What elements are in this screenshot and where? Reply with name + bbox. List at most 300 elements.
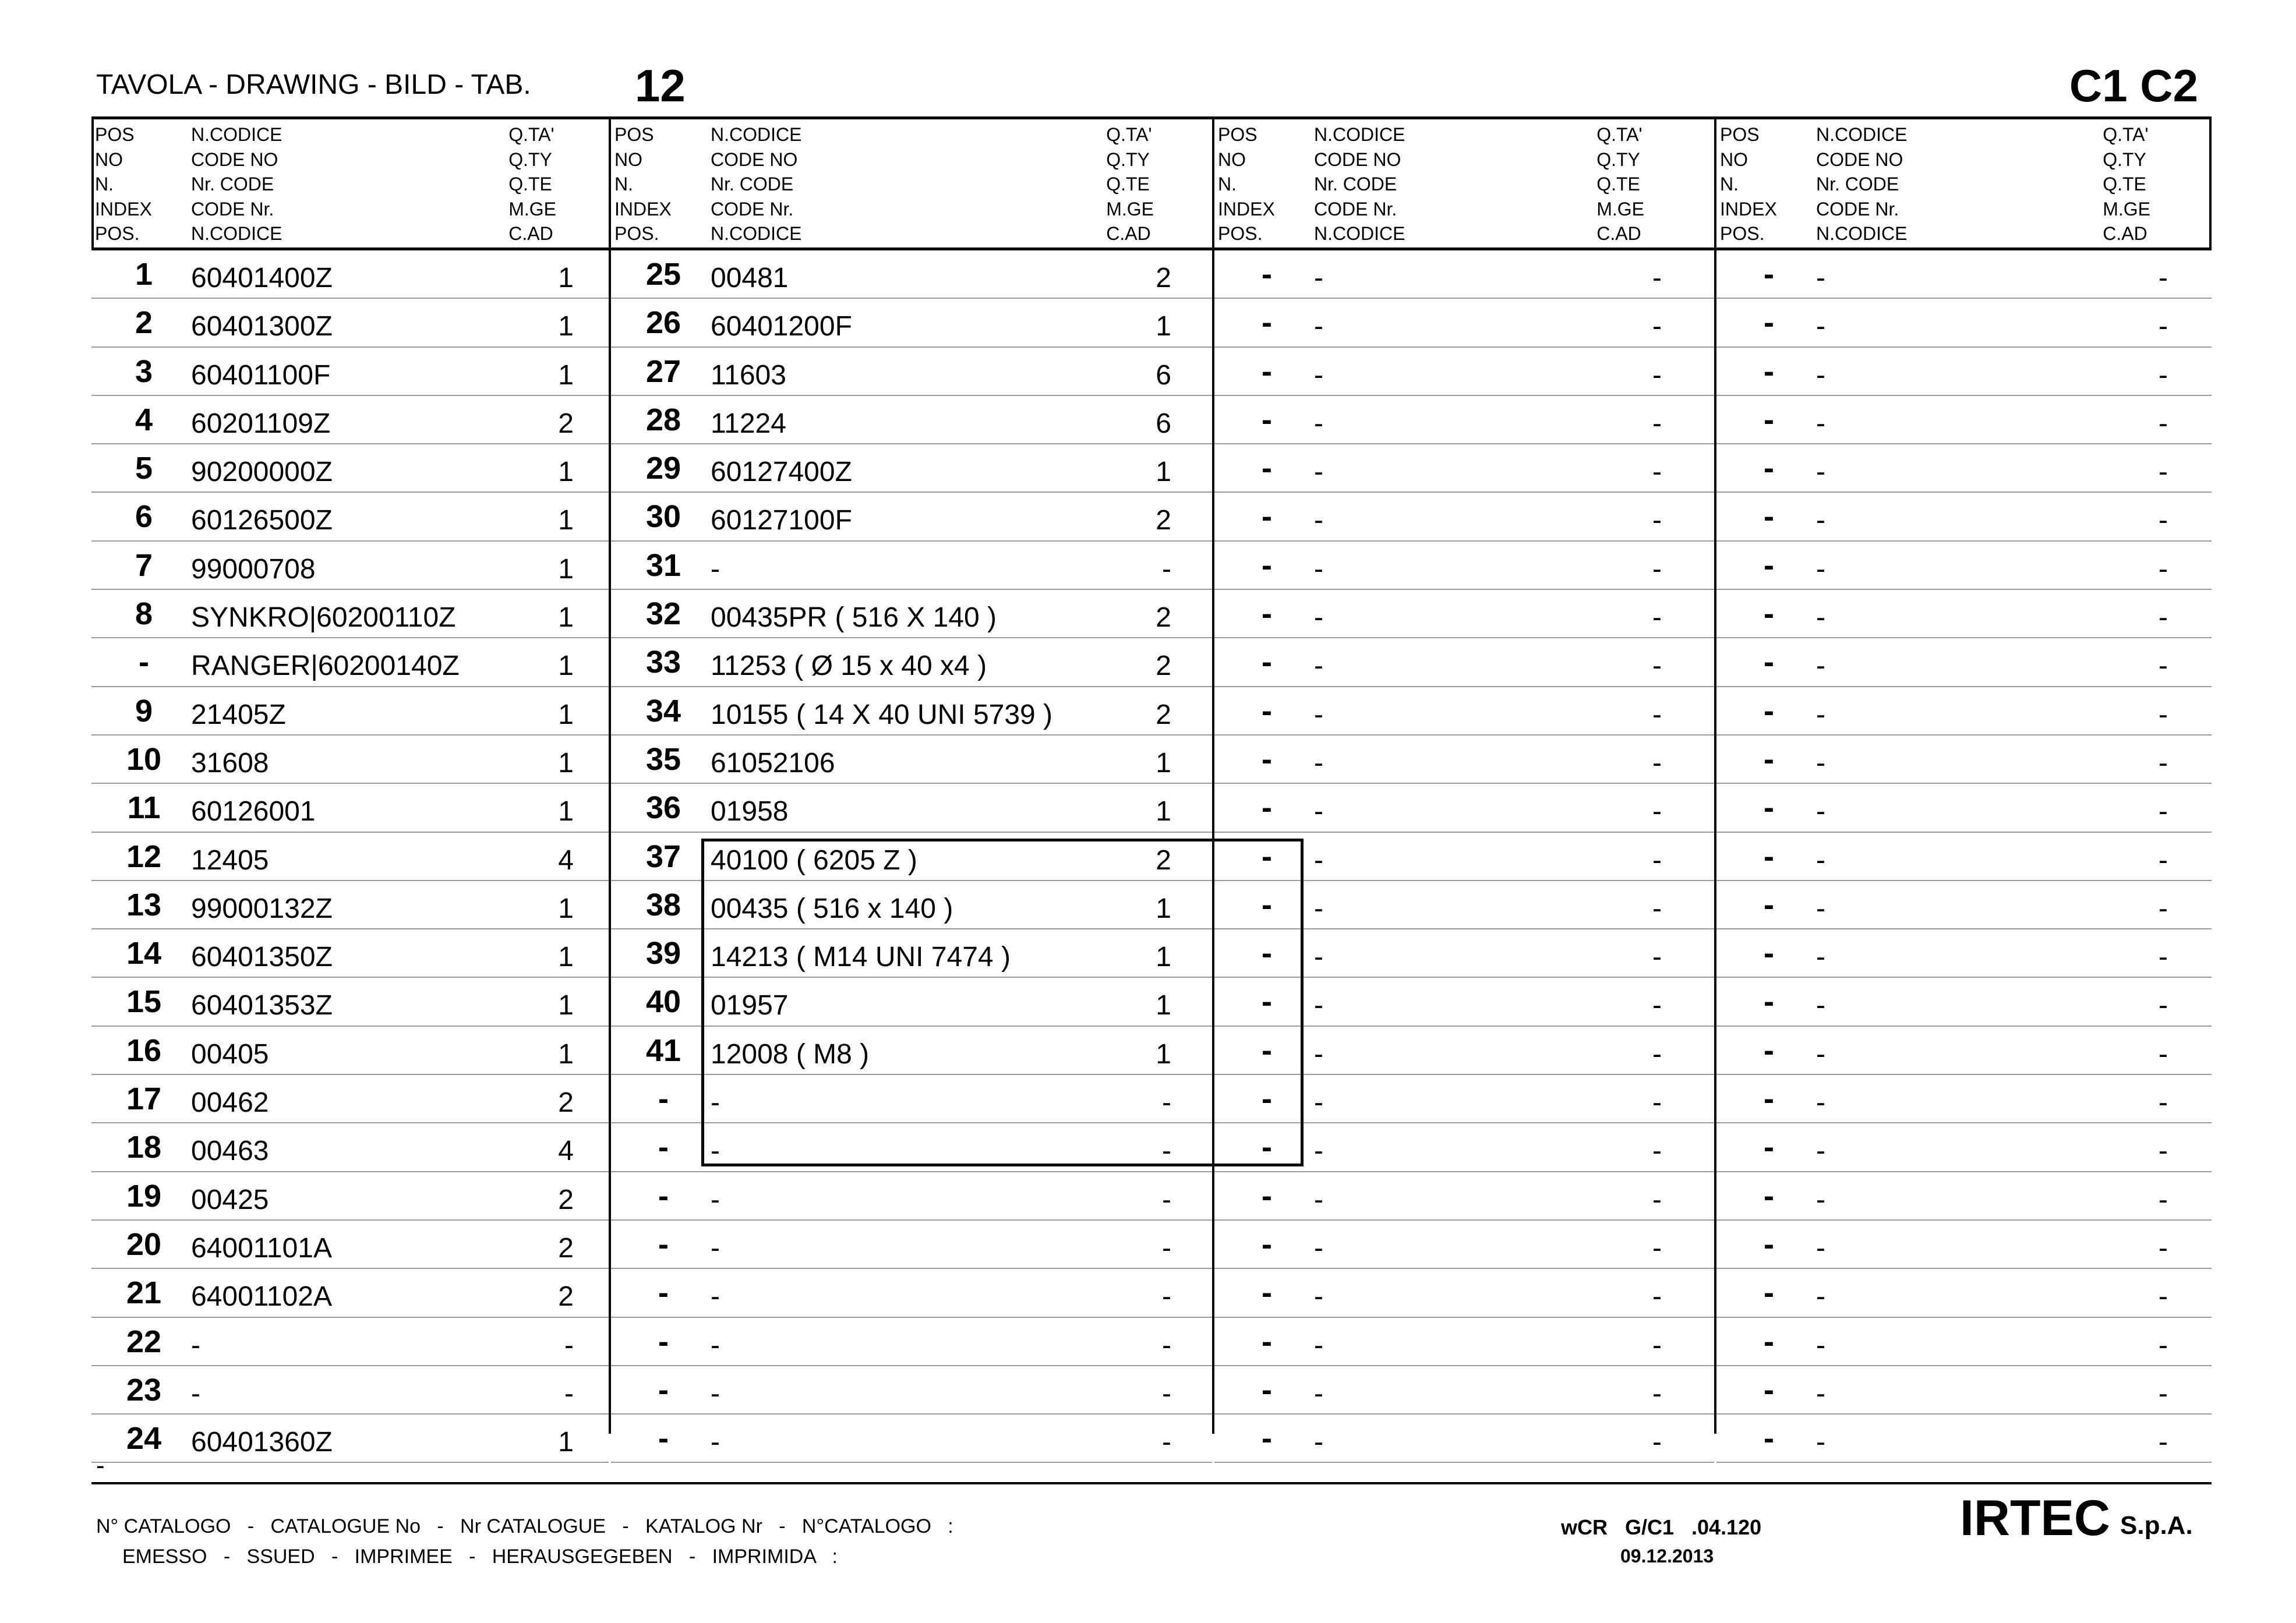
header-code-label: Nr. CODE [191,174,274,195]
cell-qty: - [2159,990,2168,1021]
cell-qty: - [2159,1087,2168,1119]
header-pos-labels [95,122,152,246]
cell-qty: - [1652,699,1662,730]
header-qty-label: C.AD [1106,223,1151,244]
cell-qty: 1 [558,263,574,294]
cell-qty: 4 [558,1136,574,1167]
table-row [91,833,609,881]
cell-pos: - [658,1372,669,1408]
cell-code: - [1314,1378,1323,1409]
cell-pos: 40 [645,984,681,1020]
cell-pos: 34 [645,693,681,729]
table-row [611,444,1212,493]
column-header [611,122,1212,247]
table-row [91,1318,609,1366]
cell-code: 11224 [711,408,786,439]
table-row [91,1366,609,1415]
cell-pos: 5 [135,451,153,486]
cell-qty: 1 [558,602,574,634]
cell-qty: - [2159,1136,2168,1167]
cell-code: 60401360Z [191,1427,333,1458]
parts-column-2 [611,116,1212,1458]
cell-qty: - [2159,408,2168,439]
table-row [611,736,1212,784]
cell-code: - [1816,505,1825,536]
header-qty-label: Q.TE [508,174,552,195]
cell-qty: 1 [558,650,574,682]
cell-qty: 2 [558,1281,574,1313]
cell-code: 60127100F [711,505,852,536]
table-row [91,929,609,978]
cell-pos: - [1764,1081,1774,1117]
cell-pos: - [1262,402,1272,437]
header-pos-label: N. [1720,174,1739,195]
brand-suffix: S.p.A. [2120,1511,2193,1540]
table-row [1214,590,1714,638]
cell-pos: - [1764,1226,1774,1262]
table-row [1716,833,2212,881]
header-qty-label: Q.TA' [1596,124,1642,145]
cell-qty: - [1652,505,1662,536]
header-code-label: N.CODICE [1816,124,1908,145]
table-row [91,1075,609,1123]
header-qty-labels [1596,122,1644,246]
header-pos-label: INDEX [1218,198,1275,220]
cell-code: 60126500Z [191,505,333,536]
cell-qty: 2 [1156,699,1171,730]
cell-qty: - [2159,942,2168,973]
cell-pos: - [1262,596,1272,632]
header-pos-label: N. [614,174,633,195]
cell-qty: 1 [1156,796,1171,828]
header-code-label: Nr. CODE [1314,174,1397,195]
table-row [1716,1366,2212,1415]
header-code-label: Nr. CODE [1816,174,1899,195]
cell-code: - [1816,893,1825,924]
cell-code: 21405Z [191,699,286,730]
cell-pos: - [658,1324,669,1359]
table-row [611,1415,1212,1463]
header-pos-label: POS [1720,124,1760,145]
table-row [1716,784,2212,832]
cell-pos: 36 [645,790,681,826]
cell-qty: - [1652,457,1662,488]
cell-pos: - [1764,305,1774,341]
cell-qty: - [1162,1378,1171,1409]
cell-pos: - [1764,1421,1774,1456]
cell-code: - [1314,263,1323,294]
cell-code: 60401350Z [191,942,333,973]
table-row [91,348,609,396]
table-row [1716,590,2212,638]
cell-pos: - [1764,1324,1774,1359]
cell-code: - [711,1136,720,1167]
table-row [1214,736,1714,784]
cell-qty: - [1652,650,1662,682]
cell-code: - [1314,1329,1323,1361]
cell-pos: - [1262,693,1272,729]
cell-qty: - [2159,359,2168,391]
cell-code: - [1314,602,1323,634]
cell-qty: 1 [558,796,574,828]
table-row [611,1172,1212,1221]
table-row [611,542,1212,590]
cell-code: - [1816,1184,1825,1215]
table-row [611,590,1212,638]
cell-pos: 2 [135,305,153,341]
cell-code: - [1816,553,1825,585]
table-row [611,348,1212,396]
table-row [611,493,1212,541]
cell-pos: - [1764,887,1774,922]
table-row [91,590,609,638]
cell-pos: - [1262,353,1272,389]
header-qty-label: Q.TY [1596,148,1640,170]
header-code-label: CODE Nr. [1314,198,1397,220]
table-row [91,978,609,1026]
cell-pos: - [1262,645,1272,680]
table-row [1716,881,2212,929]
cell-qty: - [1652,893,1662,924]
table-row [1214,1318,1714,1366]
cell-qty: 2 [1156,602,1171,634]
table-row [1214,299,1714,347]
header-pos-label: N. [95,174,114,195]
cell-pos: 26 [645,305,681,341]
table-row [91,1027,609,1075]
table-row [91,542,609,590]
header-qty-label: Q.TA' [1106,124,1152,145]
cell-code: - [1816,942,1825,973]
cell-pos: - [1764,984,1774,1020]
cell-code: - [1314,1136,1323,1167]
cell-code: 00405 [191,1038,269,1070]
header-qty-label: C.AD [508,223,553,244]
cell-code: - [1816,699,1825,730]
cell-code: - [1314,311,1323,342]
header-code-label: N.CODICE [1816,223,1908,244]
header-code-label: CODE NO [1314,148,1401,170]
table-row [611,1366,1212,1415]
cell-pos: - [1764,1372,1774,1408]
cell-pos: - [1262,887,1272,922]
cell-qty: 2 [1156,650,1171,682]
parts-column-4 [1716,116,2212,1458]
cell-qty: - [564,1378,574,1409]
cell-pos: - [658,1081,669,1117]
header-pos-label: NO [1218,148,1246,170]
table-row [1214,1415,1714,1463]
cell-code: - [1816,602,1825,634]
cell-qty: - [1162,1329,1171,1361]
table-row [611,1269,1212,1317]
cell-pos: - [1262,1275,1272,1311]
cell-code: - [1314,1232,1323,1264]
cell-code: 40100 ( 6205 Z ) [711,844,917,876]
cell-code: - [1314,553,1323,585]
cell-pos: - [1764,499,1774,535]
cell-qty: - [1652,311,1662,342]
cell-code: - [1816,359,1825,391]
cell-code: - [1816,990,1825,1021]
parts-table [91,116,2212,1458]
cell-pos: - [1764,451,1774,486]
header-qty-label: Q.TE [2103,174,2146,195]
cell-pos: 25 [645,257,681,292]
header-code-label: Nr. CODE [711,174,794,195]
header-code-label: N.CODICE [191,223,282,244]
cell-code: - [1816,457,1825,488]
cell-qty: 2 [558,1184,574,1215]
catalog-code: wCR G/C1 .04.120 [1561,1515,1762,1539]
table-row [1214,1172,1714,1221]
remark-text: - [96,1451,105,1480]
cell-pos: - [1262,741,1272,777]
cell-code: - [1314,359,1323,391]
table-row [611,784,1212,832]
cell-pos: - [1764,1178,1774,1214]
cell-qty: - [2159,1427,2168,1458]
table-row [611,299,1212,347]
cell-code: - [1314,893,1323,924]
table-rows [91,250,609,1463]
cell-qty: - [1162,1281,1171,1313]
cell-qty: - [2159,747,2168,779]
catalog-line: N° CATALOGO - CATALOGUE No - Nr CATALOGUE - KATALOG Nr - N°CATALOGO : [96,1515,953,1537]
cell-code: 00481 [711,263,789,294]
cell-qty: - [2159,311,2168,342]
cell-qty: 2 [1156,505,1171,536]
header-pos-label: INDEX [614,198,672,220]
cell-pos: 14 [126,936,162,971]
table-row [1716,299,2212,347]
cell-code: 01958 [711,796,789,828]
cell-code: - [711,1378,720,1409]
table-row [1716,978,2212,1026]
table-row [1716,929,2212,978]
cell-pos: - [1262,1421,1272,1456]
cell-code: - [1816,1378,1825,1409]
cell-code: 99000132Z [191,893,333,924]
cell-pos: - [1262,305,1272,341]
cell-qty: - [1652,553,1662,585]
cell-qty: 1 [1156,990,1171,1021]
column-header [91,122,609,247]
header-qty-label: Q.TE [1596,174,1640,195]
table-row [1214,1269,1714,1317]
cell-code: 60401400Z [191,263,333,294]
cell-pos: 23 [126,1372,162,1408]
cell-code: 00425 [191,1184,269,1215]
table-row [91,638,609,687]
cell-pos: - [1764,741,1774,777]
table-row [91,1415,609,1463]
cell-qty: - [1652,263,1662,294]
header-qty-label: Q.TA' [2103,124,2149,145]
cell-pos: 21 [126,1275,162,1311]
cell-code: - [711,1281,720,1313]
cell-qty: - [1652,1038,1662,1070]
cell-code: - [1314,699,1323,730]
cell-code: SYNKRO|60200110Z [191,602,456,634]
cell-pos: - [658,1178,669,1214]
cell-qty: - [2159,1038,2168,1070]
table-row [1716,1269,2212,1317]
cell-pos: - [1262,984,1272,1020]
table-row [611,1318,1212,1366]
cell-code: - [1314,408,1323,439]
header-pos-label: NO [95,148,123,170]
cell-code: - [1314,844,1323,876]
cell-pos: - [1262,1081,1272,1117]
cell-qty: 1 [1156,747,1171,779]
cell-code: 60201109Z [191,408,331,439]
header-pos-label: N. [1218,174,1237,195]
page-title: TAVOLA - DRAWING - BILD - TAB. [96,69,531,100]
table-row [1716,687,2212,736]
header-code-label: CODE NO [711,148,798,170]
cell-code: - [1314,1184,1323,1215]
cell-pos: 22 [126,1324,162,1359]
header-pos-label: POS [1218,124,1257,145]
table-row [91,1172,609,1221]
table-row [611,396,1212,444]
header-qty-labels [2103,122,2150,246]
cell-qty: 2 [558,408,574,439]
cell-qty: - [1652,1232,1662,1264]
cell-pos: 32 [645,596,681,632]
cell-qty: 1 [1156,457,1171,488]
cell-pos: - [1262,1324,1272,1359]
cell-qty: - [2159,553,2168,585]
cell-code: 00462 [191,1087,269,1119]
table-row [1214,493,1714,541]
cell-qty: - [1652,1281,1662,1313]
header-code-label: CODE Nr. [711,198,794,220]
table-row [1716,1123,2212,1172]
table-number: 12 [635,60,686,111]
cell-qty: - [2159,796,2168,828]
cell-pos: 15 [126,984,162,1020]
cell-qty: 1 [558,1427,574,1458]
table-row [1214,250,1714,299]
cell-pos: 11 [127,790,161,826]
table-row [1214,638,1714,687]
cell-code: - [1314,942,1323,973]
cell-qty: 1 [558,311,574,342]
table-row [1716,542,2212,590]
cell-pos: - [1262,499,1272,535]
cell-code: - [1314,650,1323,682]
cell-pos: 41 [645,1033,681,1068]
table-row [91,1221,609,1269]
table-row [1716,493,2212,541]
cell-qty: - [1652,796,1662,828]
header-code-label: CODE Nr. [1816,198,1899,220]
cell-code: 00435PR ( 516 X 140 ) [711,602,997,634]
cell-code: - [1314,747,1323,779]
cell-code: - [1816,263,1825,294]
header-qty-labels [1106,122,1154,246]
header-qty-label: Q.TY [1106,148,1150,170]
cell-code: 00435 ( 516 x 140 ) [711,893,953,924]
cell-qty: - [564,1329,574,1361]
cell-qty: 2 [1156,263,1171,294]
cell-qty: 1 [558,990,574,1021]
cell-qty: - [1162,1184,1171,1215]
issued-line: EMESSO - SSUED - IMPRIMEE - HERAUSGEGEBEN - IMPRIMIDA : [122,1546,838,1568]
header-pos-label: INDEX [1720,198,1777,220]
cell-code: - [1314,505,1323,536]
cell-pos: - [1764,1033,1774,1068]
parts-column-1 [91,116,609,1458]
cell-qty: - [1652,747,1662,779]
models-label: C1 C2 [2069,60,2198,111]
cell-qty: 1 [1156,311,1171,342]
header-code-label: N.CODICE [711,223,802,244]
cell-qty: - [1652,1329,1662,1361]
cell-qty: 1 [558,1038,574,1070]
cell-pos: - [1764,936,1774,971]
cell-pos: 17 [126,1081,162,1117]
cell-qty: 4 [558,844,574,876]
cell-code: - [1816,1232,1825,1264]
table-row [611,638,1212,687]
header-qty-label: Q.TY [2103,148,2146,170]
table-row [1716,1027,2212,1075]
cell-pos: 13 [126,887,162,922]
cell-qty: - [2159,263,2168,294]
cell-pos: 10 [126,741,162,777]
header-code-label: N.CODICE [1314,124,1405,145]
header-code-labels [1314,122,1405,246]
cell-code: RANGER|60200140Z [191,650,460,682]
cell-code: 64001101A [191,1232,333,1264]
cell-pos: - [1764,402,1774,437]
header-qty-label: M.GE [1106,198,1154,220]
cell-code: - [1314,1087,1323,1119]
cell-qty: 1 [558,747,574,779]
cell-pos: 39 [645,936,681,971]
cell-code: - [1816,1087,1825,1119]
cell-qty: - [1652,1427,1662,1458]
cell-qty: - [2159,1329,2168,1361]
cell-qty: - [1652,1184,1662,1215]
cell-qty: 1 [558,893,574,924]
cell-qty: - [2159,650,2168,682]
table-row [1214,1221,1714,1269]
header-pos-label: POS. [1218,223,1263,244]
cell-qty: - [1652,359,1662,391]
cell-code: 11253 ( Ø 15 x 40 x4 ) [711,650,987,682]
header-qty-label: M.GE [2103,198,2150,220]
cell-qty: - [2159,1281,2168,1313]
table-rows [1716,250,2212,1463]
cell-code: 60127400Z [711,457,852,488]
table-row [91,736,609,784]
cell-pos: 19 [126,1178,162,1214]
parts-column-3 [1214,116,1714,1458]
cell-qty: 1 [558,359,574,391]
cell-qty: - [1162,1427,1171,1458]
cell-qty: 1 [1156,1038,1171,1070]
table-row [1716,1415,2212,1463]
cell-qty: - [1652,1136,1662,1167]
table-row [611,250,1212,299]
cell-qty: - [2159,1232,2168,1264]
cell-pos: - [658,1226,669,1262]
cell-pos: - [1764,1275,1774,1311]
